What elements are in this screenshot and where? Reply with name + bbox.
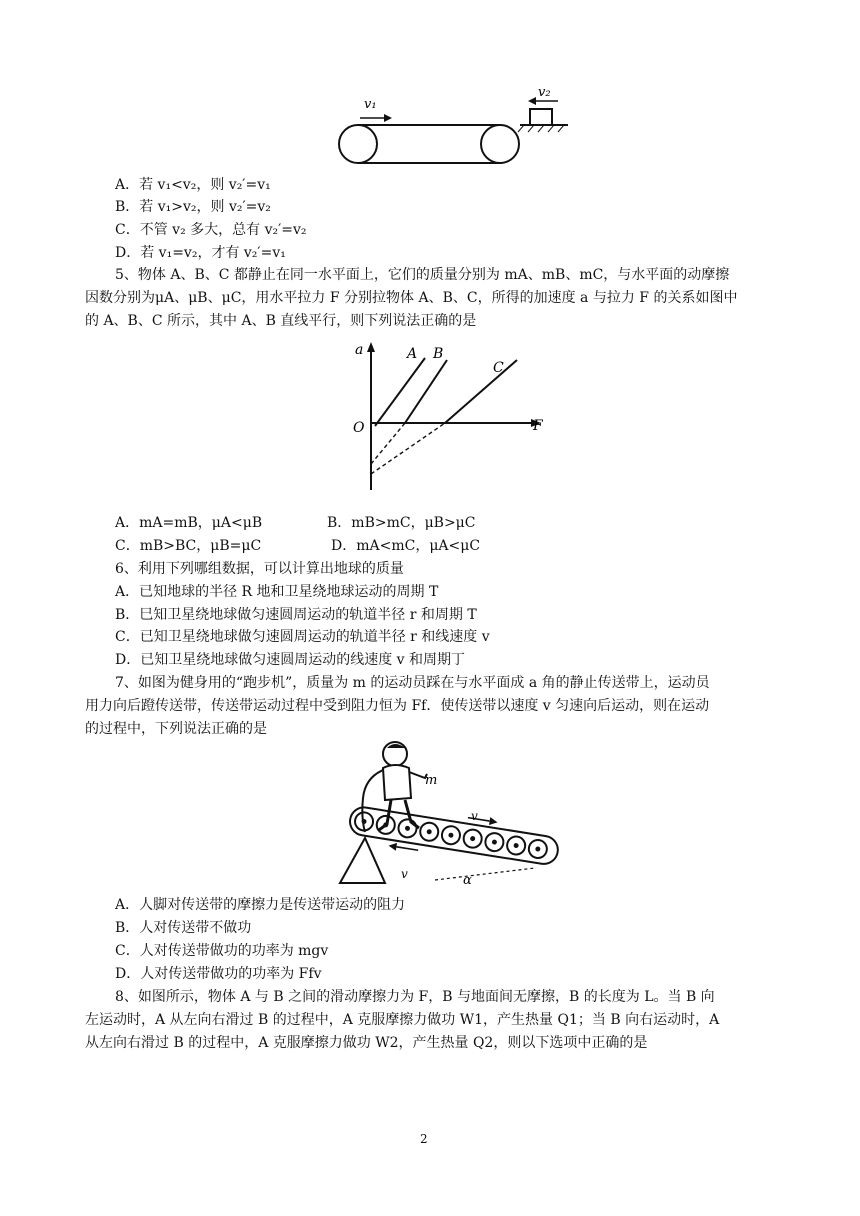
q5-stem-line-3: 的 A、B、C 所示，其中 A、B 直线平行，则下列说法正确的是: [85, 313, 477, 329]
q4-option-c: C．不管 v₂ 多大，总有 v₂′=v₂: [115, 222, 307, 238]
q8-stem-line-2: 左运动时，A 从左向右滑过 B 的过程中，A 克服摩擦力做功 W1，产生热量 Q1；当 B 向右运动时，A: [85, 1012, 720, 1028]
angle-label: α: [463, 873, 472, 888]
line-b-label: B: [433, 346, 444, 362]
treadmill-runner-diagram: [335, 738, 565, 888]
q6-stem: 6、利用下列哪组数据，可以计算出地球的质量: [115, 561, 404, 577]
q7-stem-line-1: 7、如图为健身用的“跑步机”，质量为 m 的运动员踩在与水平面成 a 角的静止传送带上，运动员: [115, 675, 710, 691]
q5-option-a: A．mA=mB，μA<μB: [115, 515, 263, 531]
q7-option-a: A．人脚对传送带的摩擦力是传送带运动的阻力: [115, 897, 406, 913]
q7-option-b: B．人对传送带不做功: [115, 920, 252, 936]
q4-option-d: D．若 v₁=v₂，才有 v₂′=v₁: [115, 245, 286, 261]
v1-label: v₁: [364, 97, 377, 112]
q6-option-c: C．已知卫星绕地球做匀速圆周运动的轨道半径 r 和线速度 v: [115, 629, 490, 645]
q6-option-a: A．已知地球的半径 R 地和卫星绕地球运动的周期 T: [115, 584, 439, 600]
q5-option-d: D．mA<mC，μA<μC: [331, 538, 481, 554]
q6-option-b: B．巳知卫星绕地球做匀速圆周运动的轨道半径 r 和周期 T: [115, 607, 477, 623]
conveyor-belt-diagram: [330, 84, 570, 170]
line-c-label: C: [493, 360, 504, 376]
q5-option-b: B．mB>mC，μB>μC: [327, 515, 476, 531]
v-bottom-label: v: [401, 867, 408, 881]
q4-option-b: B．若 v₁>v₂，则 v₂′=v₂: [115, 199, 271, 215]
q5-option-c: C．mB>BC，μB=μC: [115, 538, 262, 554]
page-number: 2: [420, 1132, 428, 1146]
v-top-label: v: [471, 809, 478, 823]
q6-option-d: D．已知卫星绕地球做匀速圆周运动的线速度 v 和周期丁: [115, 652, 466, 668]
origin-label: O: [353, 420, 365, 436]
mass-label: m: [425, 773, 438, 788]
q7-stem-line-2: 用力向后蹬传送带，传送带运动过程中受到阻力恒为 Ff．使传送带以速度 v 匀速向后运动，则在运动: [85, 698, 710, 714]
q7-option-d: D．人对传送带做功的功率为 Ffv: [115, 966, 322, 982]
axis-f-label: F: [533, 418, 543, 434]
q8-stem-line-1: 8、如图所示，物体 A 与 B 之间的滑动摩擦力为 F，B 与地面间无摩擦，B 的长度为 L。当 B 向: [115, 989, 715, 1005]
q4-option-a: A．若 v₁<v₂，则 v₂′=v₁: [115, 177, 271, 193]
q8-stem-line-3: 从左向右滑过 B 的过程中，A 克服摩擦力做功 W2，产生热量 Q2，则以下选项中正确的是: [85, 1035, 648, 1051]
q5-stem-line-2: 因数分别为μA、μB、μC，用水平拉力 F 分别拉物体 A、B、C，所得的加速度 a 与拉力 F 的关系如图中: [85, 290, 738, 306]
axis-a-label: a: [355, 342, 364, 358]
q5-stem-line-1: 5、物体 A、B、C 都静止在同一水平面上，它们的质量分别为 mA、mB、mC，与水平面的动摩擦: [115, 267, 730, 283]
q7-stem-line-3: 的过程中，下列说法正确的是: [85, 721, 267, 737]
q7-option-c: C．人对传送带做功的功率为 mgv: [115, 943, 329, 959]
line-a-label: A: [407, 346, 418, 362]
v2-label: v₂: [538, 85, 551, 100]
force-acceleration-graph: [345, 338, 550, 498]
